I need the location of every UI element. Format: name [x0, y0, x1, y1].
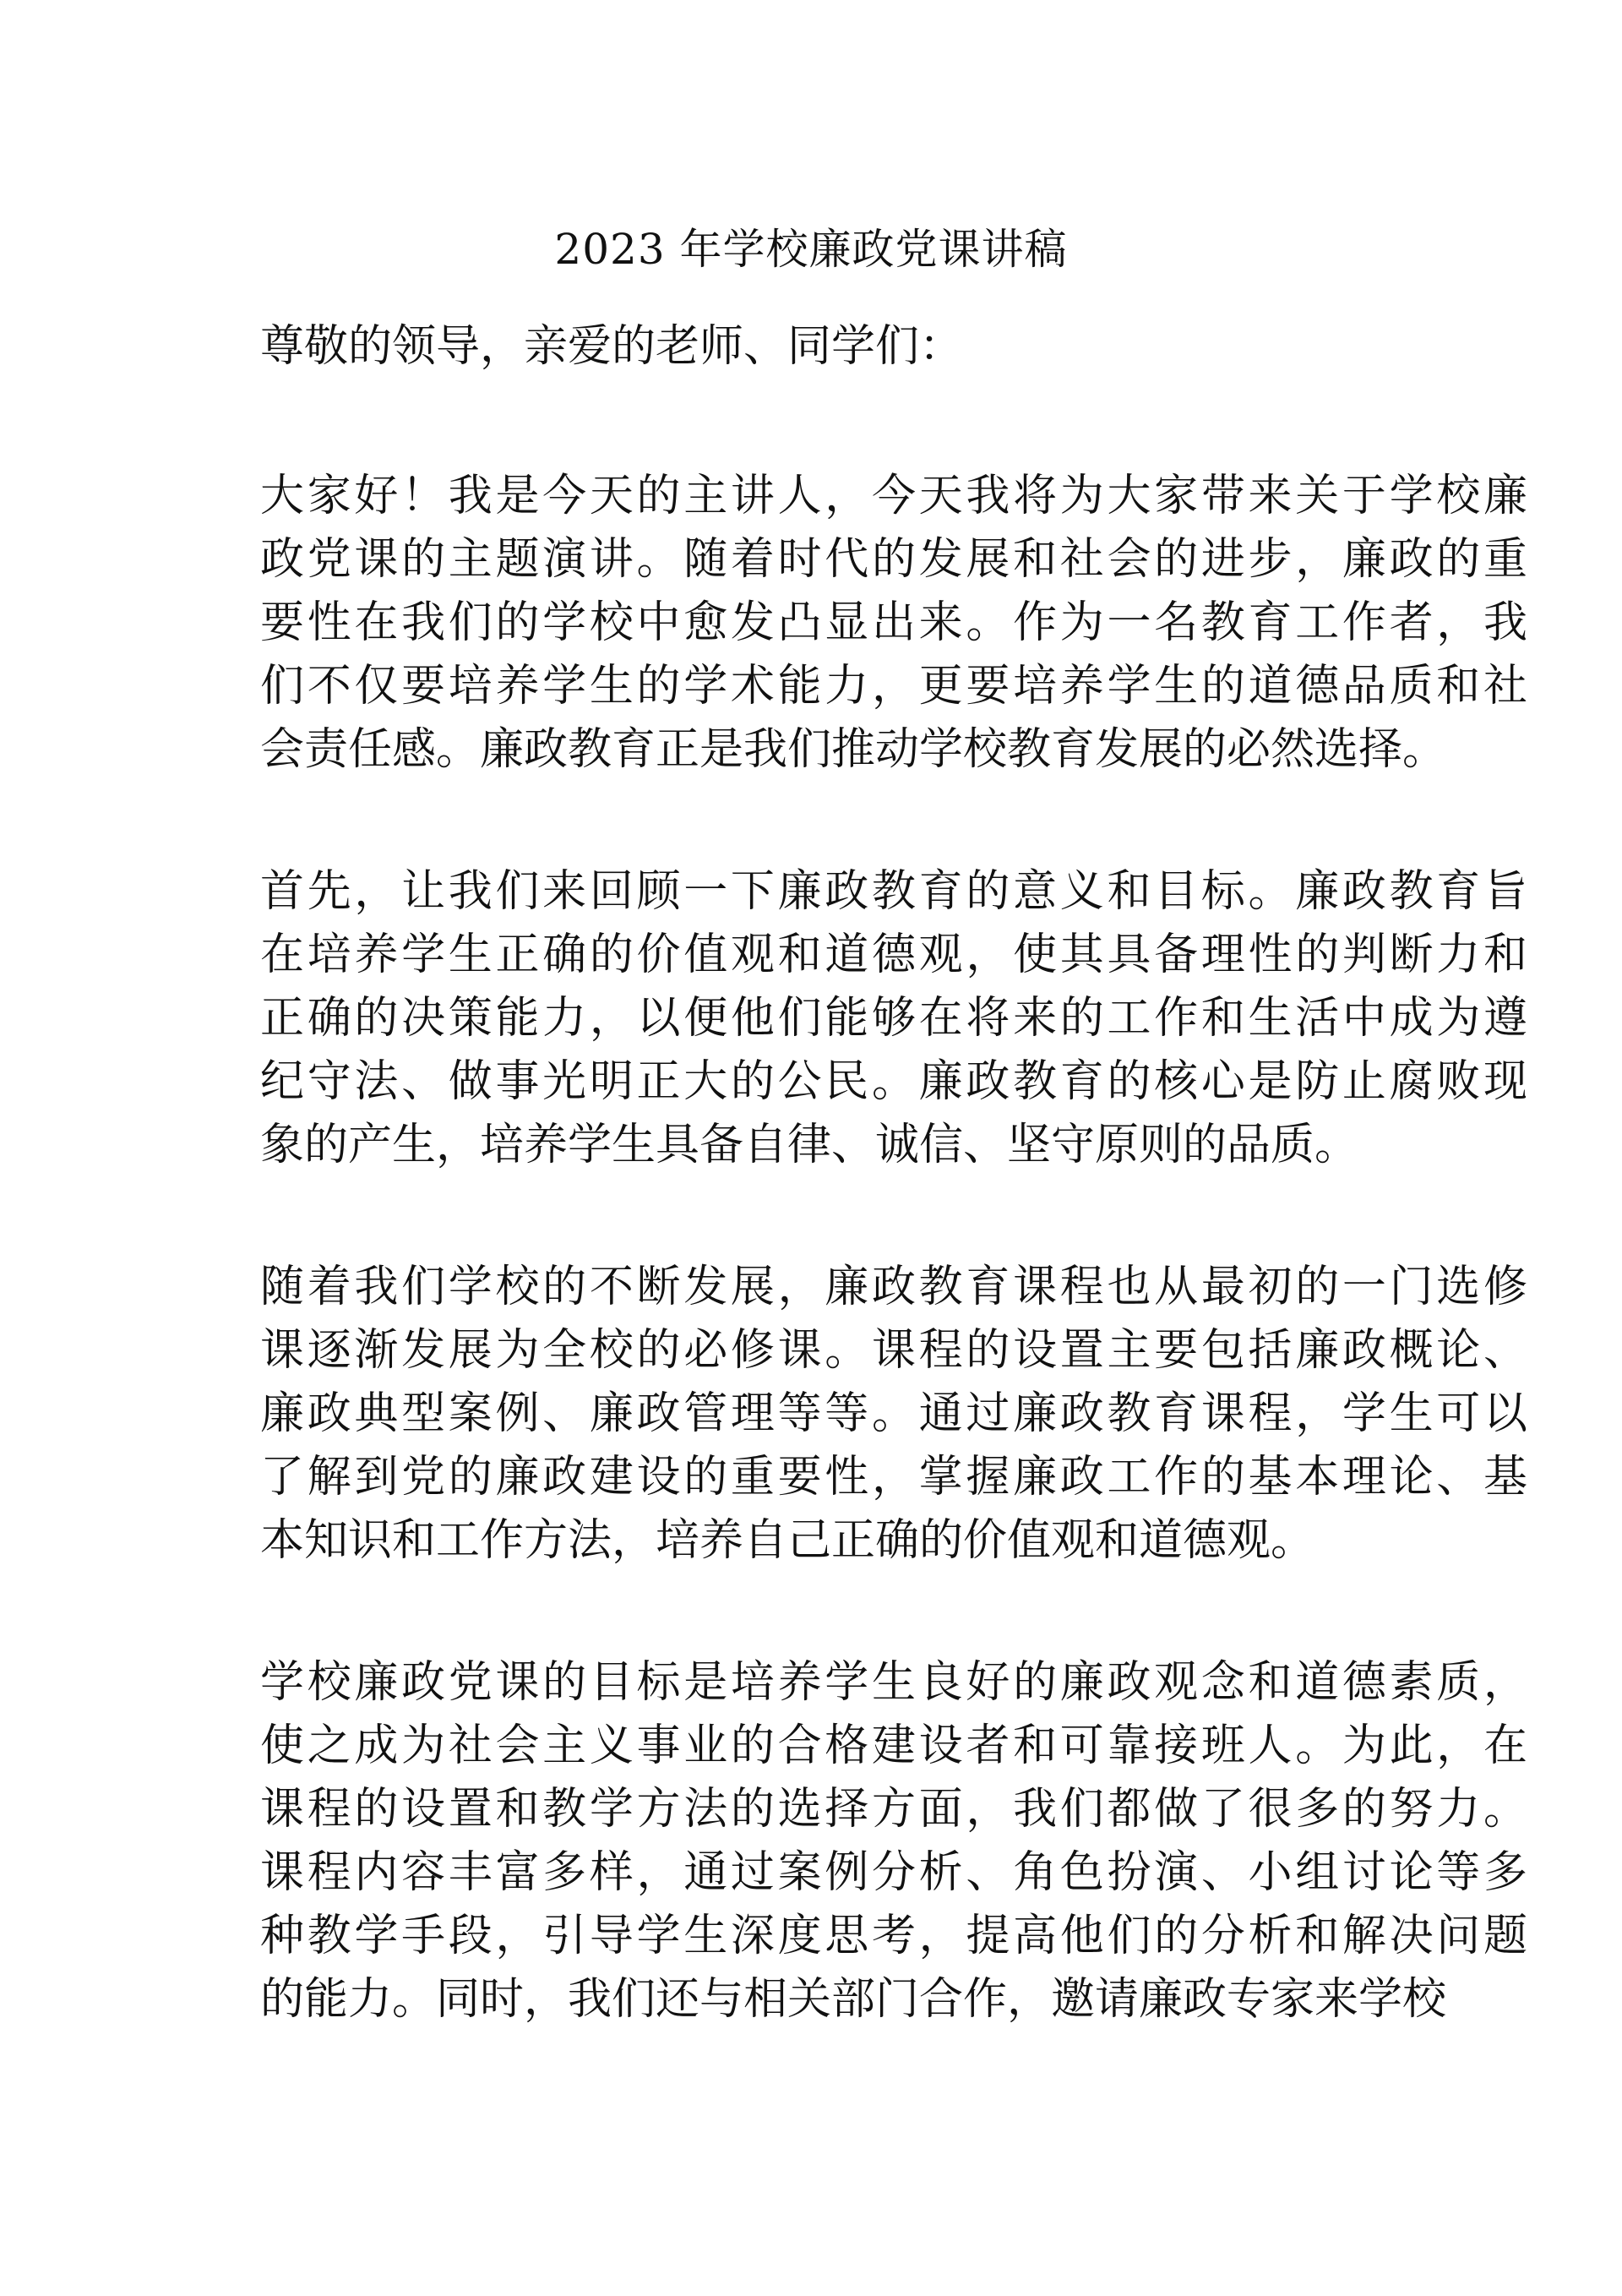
text-line: 们不仅要培养学生的学术能力，更要培养学生的道德品质和社 — [260, 661, 1527, 712]
text-line: 随着我们学校的不断发展，廉政教育课程也从最初的一门选修 — [260, 1262, 1527, 1312]
text-line: 课程内容丰富多样，通过案例分析、角色扮演、小组讨论等多 — [260, 1847, 1527, 1898]
text-line: 要性在我们的学校中愈发凸显出来。作为一名教育工作者，我 — [260, 597, 1527, 648]
text-line: 学校廉政党课的目标是培养学生良好的廉政观念和道德素质， — [260, 1657, 1527, 1708]
paragraph-4 — [260, 1651, 1527, 2031]
text-line: 的能力。同时，我们还与相关部门合作，邀请廉政专家来学校 — [260, 1974, 1447, 2025]
text-line: 课程的设置和教学方法的选择方面，我们都做了很多的努力。 — [260, 1784, 1527, 1835]
text-line: 本知识和工作方法，培养自己正确的价值观和道德观。 — [260, 1515, 1315, 1566]
text-line: 大家好！我是今天的主讲人，今天我将为大家带来关于学校廉 — [260, 471, 1527, 521]
text-line: 会责任感。廉政教育正是我们推动学校教育发展的必然选择。 — [260, 724, 1447, 775]
text-line: 首先，让我们来回顾一下廉政教育的意义和目标。廉政教育旨 — [260, 866, 1527, 917]
text-line: 政党课的主题演讲。随着时代的发展和社会的进步，廉政的重 — [260, 534, 1527, 585]
paragraph-1 — [260, 465, 1527, 782]
text-line: 正确的决策能力，以便他们能够在将来的工作和生活中成为遵 — [260, 993, 1527, 1044]
paragraph-2 — [260, 860, 1527, 1177]
text-line: 使之成为社会主义事业的合格建设者和可靠接班人。为此，在 — [260, 1721, 1527, 1771]
text-line: 课逐渐发展为全校的必修课。课程的设置主要包括廉政概论、 — [260, 1325, 1527, 1376]
document-body — [260, 313, 1527, 2110]
text-line: 在培养学生正确的价值观和道德观，使其具备理性的判断力和 — [260, 930, 1527, 980]
text-line: 了解到党的廉政建设的重要性，掌握廉政工作的基本理论、基 — [260, 1452, 1527, 1502]
text-line: 象的产生，培养学生具备自律、诚信、坚守原则的品质。 — [260, 1120, 1359, 1170]
salutation: 尊敬的领导，亲爱的老师、同学们： — [260, 321, 964, 372]
document-title: 2023 年学校廉政党课讲稿 — [554, 225, 1068, 274]
paragraph-3 — [260, 1256, 1527, 1573]
text-line: 廉政典型案例、廉政管理等等。通过廉政教育课程，学生可以 — [260, 1388, 1527, 1439]
text-line: 纪守法、做事光明正大的公民。廉政教育的核心是防止腐败现 — [260, 1056, 1527, 1107]
text-line: 种教学手段，引导学生深度思考，提高他们的分析和解决问题 — [260, 1911, 1527, 1961]
